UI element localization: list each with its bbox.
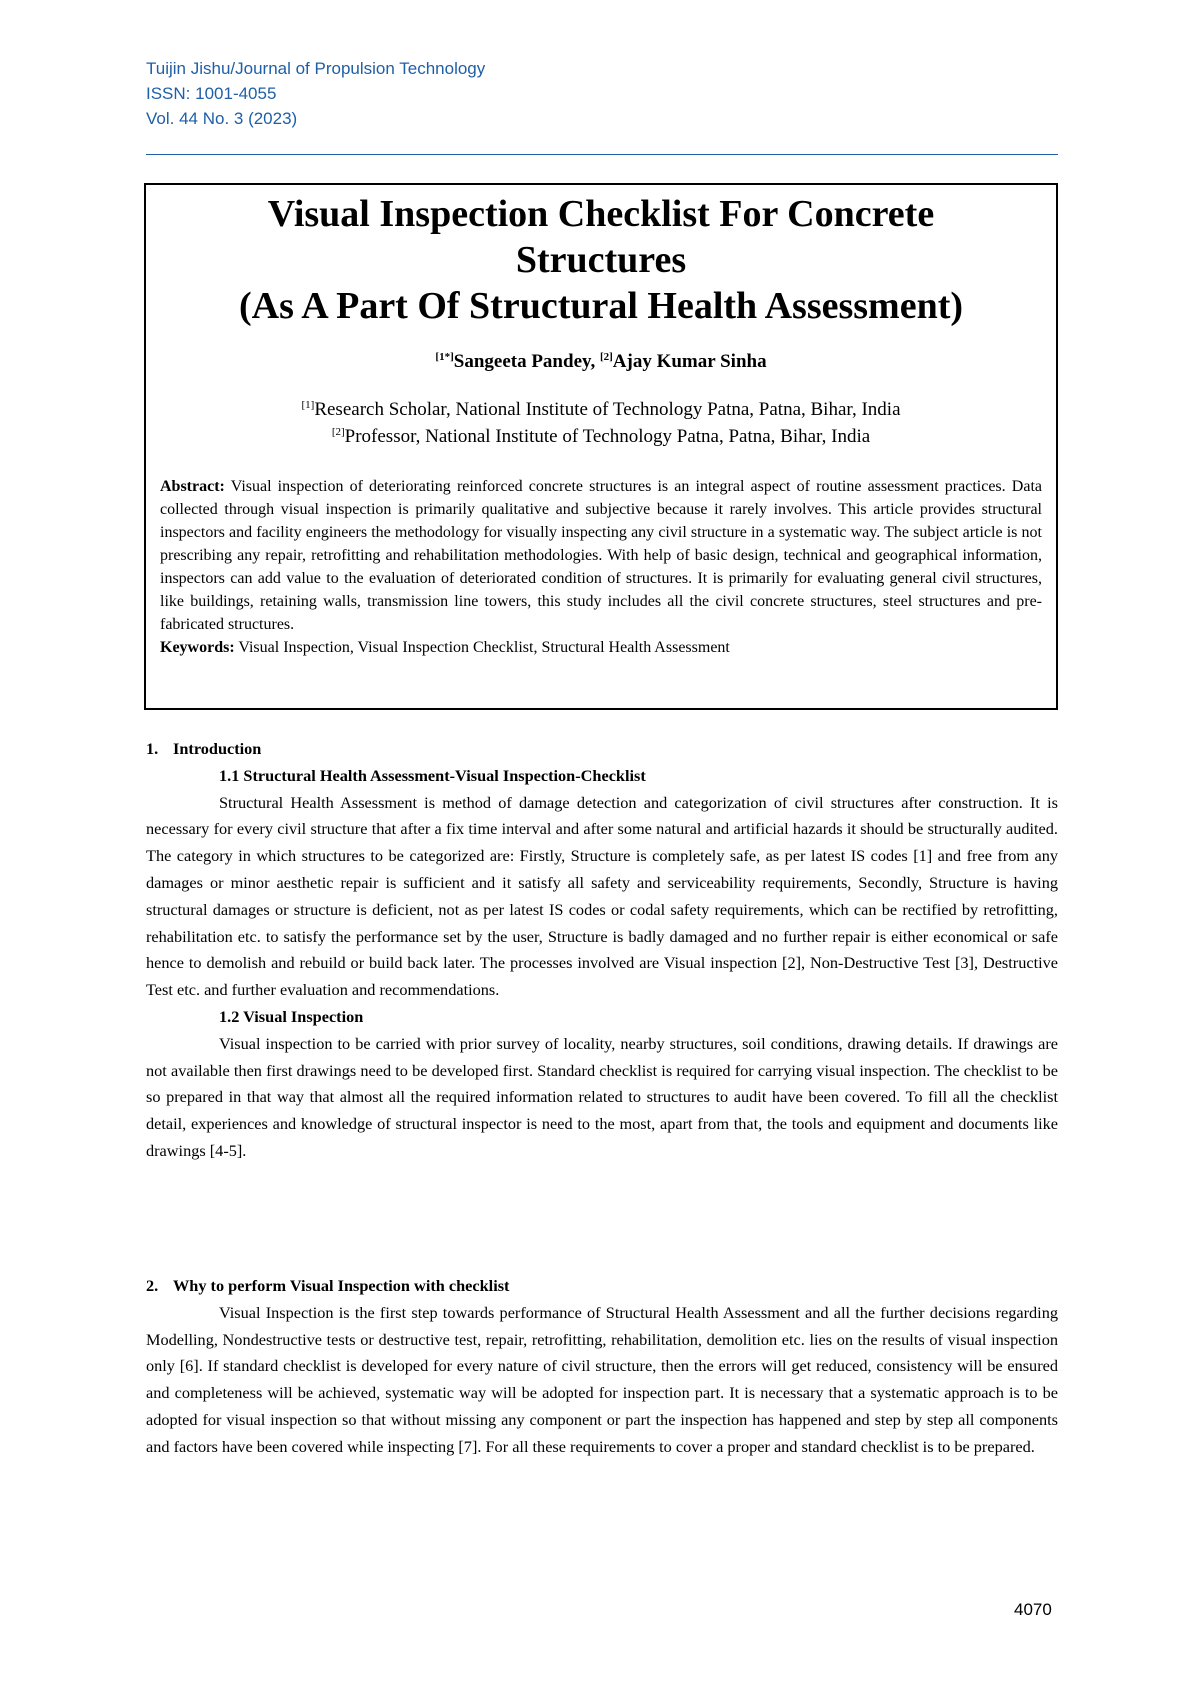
title-line-1: Visual Inspection Checklist For Concrete bbox=[267, 193, 935, 235]
section-1-2-heading: 1.2 Visual Inspection bbox=[219, 1006, 364, 1026]
journal-volume: Vol. 44 No. 3 (2023) bbox=[146, 109, 298, 128]
section-1-1-heading: 1.1 Structural Health Assessment-Visual Inspection-Checklist bbox=[219, 765, 646, 785]
affiliation-2-mark: [2] bbox=[331, 426, 345, 438]
abstract-text: Visual inspection of deteriorating reinforced concrete structures is an integral aspect of routine assessment practices. Data collected through visual inspection is primarily qualitative and subjective because it rarely involves. This article provides structural inspectors and facility engineers the methodology for visually inspecting any civil structure in a systematic way. The subject article is not prescribing any repair, retrofitting and rehabilitation methodologies. With help of basic design, technical and geographical information, inspectors can add value to the evaluation of deteriorated condition of structures. It is primarily for evaluating general civil structures, like buildings, retaining walls, transmission line towers, this study includes all the civil concrete structures, steel structures and pre-fabricated structures. bbox=[160, 478, 1043, 633]
affiliation-1 bbox=[146, 399, 1056, 421]
title-box bbox=[144, 183, 1058, 710]
keywords-label: Keywords: bbox=[160, 639, 235, 656]
section-1-1-paragraph: Structural Health Assessment is method of damage detection and categorization of civil structures after construction. It is necessary for every civil structure that after a fix time interval and after some natural and artificial hazards it should be structurally audited. The category in which structures to be categorized are: Firstly, Structure is completely safe, as per latest IS codes [1] and free from any damages or minor aesthetic repair is sufficient and it satisfy all safety and serviceability requirements, Secondly, Structure is having structural damages or structure is deficient, not as per latest IS codes or codal safety requirements, which can be rectified by retrofitting, rehabilitation etc. to satisfy the performance set by the user, Structure is badly damaged and no further repair is either economical or safe hence to demolish and rebuild or build back later. The processes involved are Visual inspection [2], Non-Destructive Test [3], Destructive Test etc. and further evaluation and recommendations. bbox=[146, 792, 1058, 1000]
author-2-name: Ajay Kumar Sinha bbox=[612, 351, 767, 372]
keywords-text: Visual Inspection, Visual Inspection Checklist, Structural Health Assessment bbox=[238, 639, 730, 656]
affiliation-2 bbox=[146, 426, 1056, 448]
section-2-paragraph: Visual Inspection is the first step towards performance of Structural Health Assessment and all the further decisions regarding Modelling, Nondestructive tests or destructive test, repair, retrofitting, rehabilitation, demolition etc. lies on the results of visual inspection only [6]. If standard checklist is developed for every nature of civil structure, then the errors will get reduced, consistency will be ensured and completeness will be achieved, systematic way will be adopted for inspection part. It is necessary that a systematic approach is to be adopted for visual inspection so that without missing any component or part the inspection has happened and step by step all components and factors have been covered while inspecting [7]. For all these requirements to cover a proper and standard checklist is to be prepared. bbox=[146, 1302, 1058, 1456]
section-1-2-paragraph: Visual inspection to be carried with prior survey of locality, nearby structures, soil conditions, drawing details. If drawings are not available then first drawings need to be developed first. Standard checklist is required for carrying visual inspection. The checklist to be so prepared in that way that almost all the required information related to structures to audit have been covered. To fill all the checklist detail, experiences and knowledge of structural inspector is need to the most, apart from that, the tools and equipment and documents like drawings [4-5]. bbox=[146, 1033, 1058, 1160]
section-2-title: Why to perform Visual Inspection with checklist bbox=[173, 1276, 510, 1295]
header-rule bbox=[146, 154, 1058, 155]
page-number: 4070 bbox=[1014, 1600, 1052, 1619]
author-1-mark: [1*] bbox=[435, 351, 454, 363]
affiliation-2-text: Professor, National Institute of Technology Patna, Patna, Bihar, India bbox=[344, 426, 871, 447]
section-1-heading bbox=[146, 736, 1058, 763]
journal-header bbox=[146, 56, 485, 131]
section-2-number: 2. bbox=[146, 1276, 159, 1295]
abstract bbox=[160, 475, 1042, 659]
title-line-2: Structures bbox=[515, 239, 687, 281]
journal-name: Tuijin Jishu/Journal of Propulsion Technology bbox=[146, 59, 486, 78]
author-list bbox=[146, 351, 1056, 373]
affiliation-1-mark: [1] bbox=[301, 399, 315, 411]
title-line-3: (As A Part Of Structural Health Assessment) bbox=[238, 285, 964, 327]
abstract-label: Abstract: bbox=[160, 478, 225, 495]
section-1-title: Introduction bbox=[173, 739, 262, 758]
author-2-mark: [2] bbox=[599, 351, 613, 363]
author-1-name: Sangeeta Pandey, bbox=[453, 351, 596, 372]
section-1-number: 1. bbox=[146, 739, 159, 758]
section-1 bbox=[146, 736, 1058, 1165]
affiliation-1-text: Research Scholar, National Institute of Technology Patna, Patna, Bihar, India bbox=[314, 399, 901, 420]
section-2 bbox=[146, 1273, 1058, 1461]
paper-title bbox=[146, 191, 1056, 329]
section-2-heading bbox=[146, 1273, 1058, 1300]
journal-issn: ISSN: 1001-4055 bbox=[146, 84, 277, 103]
